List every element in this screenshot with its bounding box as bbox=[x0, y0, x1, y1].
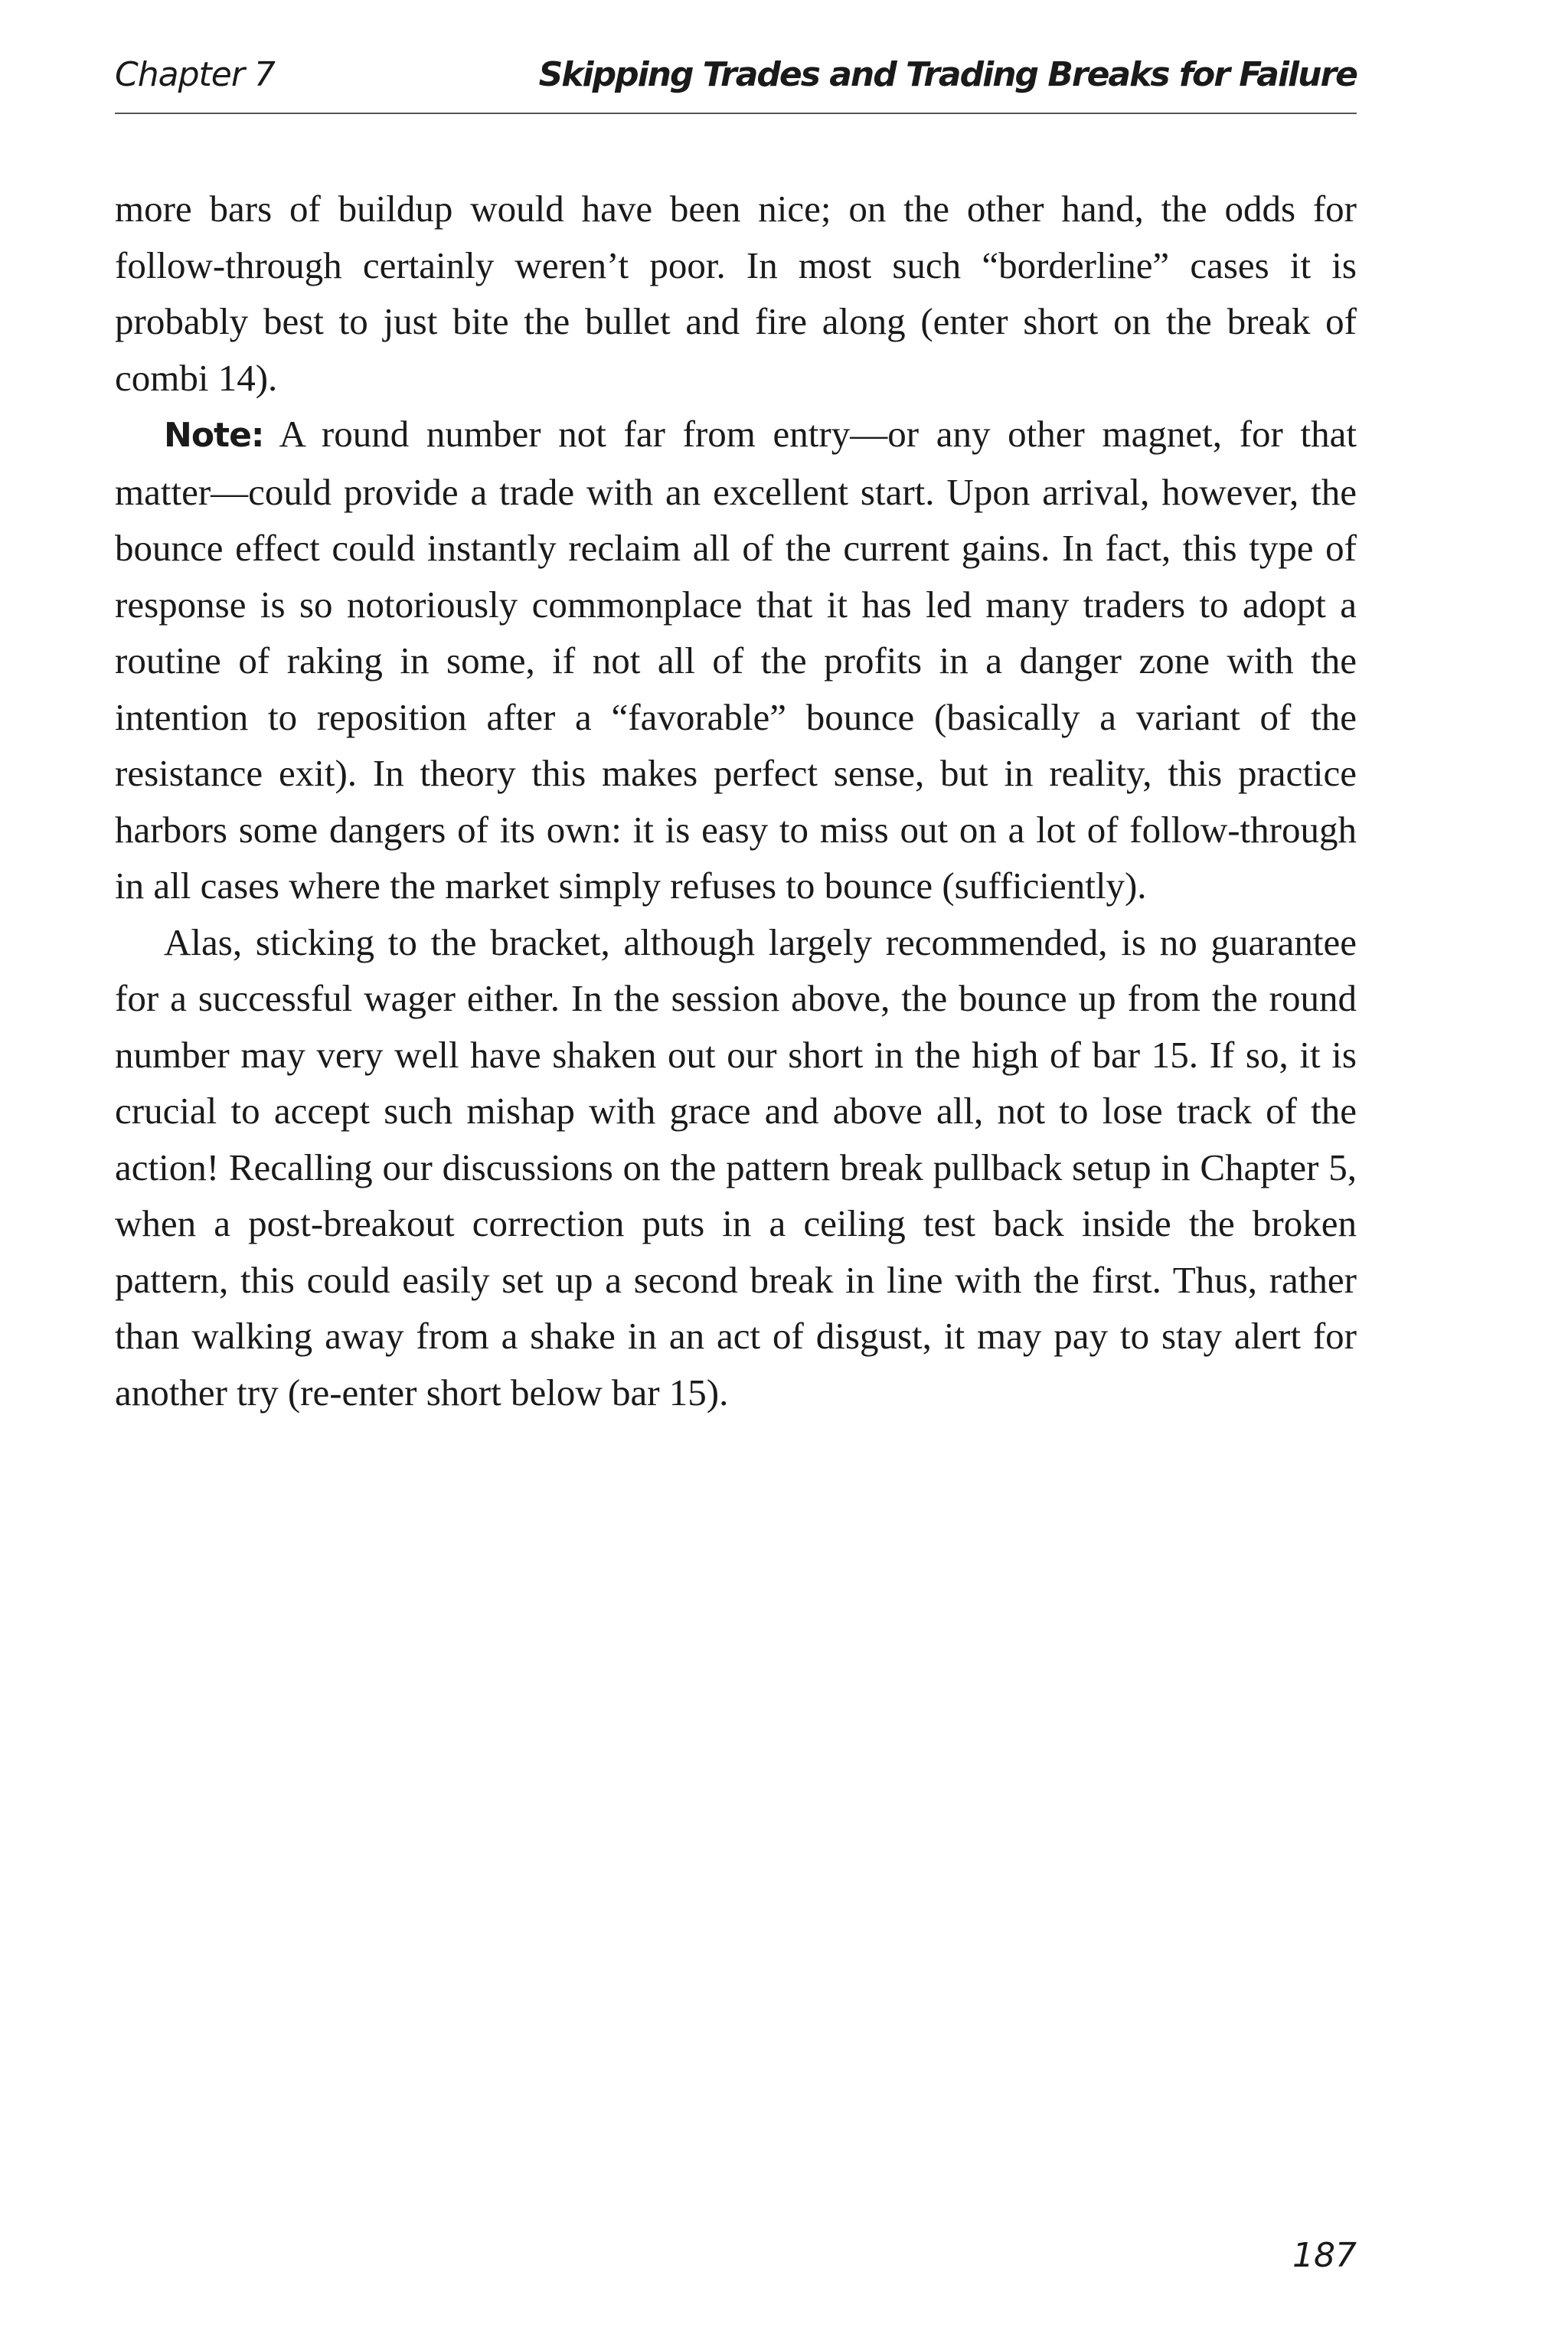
paragraph-2-text: A round number not far from entry—or any other magnet, for that matter—could provide a trade with an excellent start. Upon arrival, however, the bounce effect could instantly reclaim all of the current gains. In fact, this type of response is so notoriously commonplace that it has led many traders to adopt a routine of raking in some, if not all of the profits in a danger zone with the intention to reposition after a “favorable” bounce (basically a variant of the resistance exit). In theory this makes perfect sense, but in reality, this practice harbors some dangers of its own: it is easy to miss out on a lot of follow-through in all cases where the market simply refuses to bounce (sufficiently). bbox=[115, 413, 1357, 907]
paragraph-3: Alas, sticking to the bracket, although largely recommended, is no guarantee for a successful wager either. In the session above, the bounce up from the round number may very well have shaken out our short in the high of bar 15. If so, it is crucial to accept such mishap with grace and above all, not to lose track of the action! Recalling our discussions on the pattern break pullback setup in Chapter 5, when a post-breakout correction puts in a ceiling test back inside the broken pattern, this could easily set up a second break in line with the first. Thus, rather than walking away from a shake in an act of disgust, it may pay to stay alert for another try (re-enter short below bar 15). bbox=[115, 920, 1357, 1414]
running-header bbox=[115, 55, 1357, 109]
paragraph-1: more bars of buildup would have been nice; on the other hand, the odds for follow-through certainly weren’t poor. In most such “borderline” cases it is probably best to just bite the bullet and fire along (enter short on the break of combi 14). bbox=[115, 188, 1357, 399]
note-label: Note: bbox=[164, 416, 264, 455]
header-rule bbox=[115, 113, 1357, 114]
paragraph-2 bbox=[115, 406, 1357, 914]
body-text bbox=[115, 181, 1357, 1420]
chapter-title: Skipping Trades and Trading Breaks for Failure bbox=[538, 55, 1357, 94]
page-number: 187 bbox=[1292, 2236, 1357, 2275]
chapter-label: Chapter 7 bbox=[115, 55, 275, 94]
